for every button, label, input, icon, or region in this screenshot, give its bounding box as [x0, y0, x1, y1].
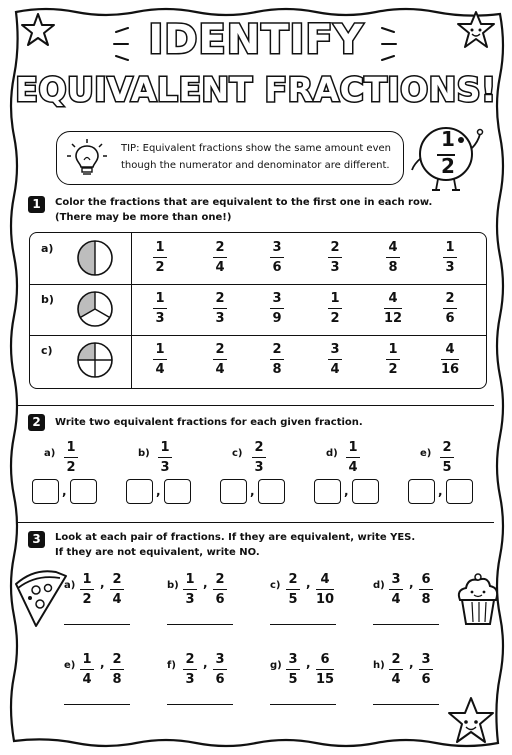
fraction	[175, 572, 205, 607]
fraction-numerator: 2	[288, 572, 298, 587]
fraction	[411, 572, 441, 607]
fraction-denominator: 3	[185, 592, 195, 607]
title-line-1: IDENTIFY	[148, 17, 364, 63]
comma: ,	[409, 576, 414, 590]
fraction	[205, 652, 235, 687]
fraction-denominator: 5	[288, 672, 298, 687]
fraction-denominator: 2	[155, 259, 165, 275]
fraction-numerator: 2	[391, 652, 401, 667]
fraction-bar	[252, 457, 266, 458]
row-label: c)	[41, 343, 53, 357]
fraction-denominator: 15	[315, 672, 335, 687]
fraction	[205, 572, 235, 607]
fraction-bar	[419, 669, 433, 670]
fraction-numerator: 3	[288, 652, 298, 667]
fraction-numerator: 1	[348, 440, 358, 455]
answer-box[interactable]	[220, 479, 247, 504]
mascot-denominator: 2	[441, 154, 455, 178]
fraction-numerator: 1	[82, 652, 92, 667]
fraction-numerator: 1	[155, 239, 165, 255]
fraction-denominator: 5	[288, 592, 298, 607]
fraction-bar	[213, 257, 227, 258]
fraction-numerator: 1	[155, 341, 165, 357]
fraction	[56, 440, 86, 475]
fraction-bar	[213, 359, 227, 360]
fraction-option[interactable]	[262, 240, 292, 275]
fraction-numerator: 4	[320, 572, 330, 587]
fraction	[72, 572, 102, 607]
fraction-bar	[389, 589, 403, 590]
fraction-denominator: 16	[440, 361, 460, 377]
comma: ,	[100, 656, 105, 670]
comma: ,	[344, 484, 349, 498]
fraction-numerator: 1	[66, 440, 76, 455]
fraction-numerator: 6	[320, 652, 330, 667]
title-line-2: EQUIVALENT FRACTIONS!	[15, 70, 497, 109]
fraction-denominator: 6	[445, 310, 455, 326]
fraction-bar	[386, 359, 400, 360]
section-2-instruction: Write two equivalent fractions for each given fraction.	[55, 417, 363, 428]
answer-box[interactable]	[314, 479, 341, 504]
fraction-bar	[213, 308, 227, 309]
fraction	[72, 652, 102, 687]
comma: ,	[306, 656, 311, 670]
comma: ,	[203, 576, 208, 590]
fraction-denominator: 3	[445, 259, 455, 275]
fraction	[102, 652, 132, 687]
fraction-numerator: 2	[254, 440, 264, 455]
section-3-instruction-line-1: Look at each pair of fractions. If they are equivalent, write YES.	[55, 532, 416, 543]
fraction-denominator: 12	[383, 310, 403, 326]
fraction-bar	[441, 359, 459, 360]
fraction-bar	[270, 257, 284, 258]
fraction	[278, 572, 308, 607]
fraction-option[interactable]	[435, 291, 465, 326]
fraction-denominator: 4	[82, 672, 92, 687]
fraction-option[interactable]	[145, 240, 175, 275]
section-3-instruction	[55, 530, 475, 560]
fraction-bar	[443, 257, 457, 258]
fraction-denominator: 4	[215, 259, 225, 275]
fraction-bar	[64, 457, 78, 458]
answer-box[interactable]	[258, 479, 285, 504]
fraction-denominator: 8	[272, 361, 282, 377]
fraction-numerator: 1	[155, 290, 165, 306]
star-icon	[446, 696, 496, 746]
fraction	[411, 652, 441, 687]
fraction-denominator: 6	[421, 672, 431, 687]
fraction-bar	[419, 589, 433, 590]
item-label: c)	[232, 448, 243, 459]
fraction-denominator: 9	[272, 310, 282, 326]
fraction-numerator: 2	[215, 290, 225, 306]
fraction-bar	[286, 589, 300, 590]
fraction-numerator: 2	[185, 652, 195, 667]
tip-text: TIP: Equivalent fractions show the same amount even though the numerator and denominator are different.	[121, 143, 391, 171]
fraction-bar	[183, 669, 197, 670]
fraction-numerator: 1	[185, 572, 195, 587]
fraction-option[interactable]	[145, 291, 175, 326]
fraction-denominator: 3	[254, 460, 264, 475]
comma: ,	[250, 484, 255, 498]
row-label: b)	[41, 292, 54, 306]
pair-label: c)	[270, 580, 281, 591]
fraction-denominator: 4	[391, 592, 401, 607]
fraction-denominator: 2	[388, 361, 398, 377]
answer-box[interactable]	[164, 479, 191, 504]
fraction-numerator: 2	[330, 239, 340, 255]
pair-label: b)	[167, 580, 179, 591]
fraction-numerator: 2	[215, 239, 225, 255]
fraction-denominator: 2	[330, 310, 340, 326]
fraction-numerator: 1	[388, 341, 398, 357]
fraction-bar	[110, 669, 124, 670]
section-1-instruction	[55, 195, 475, 225]
fraction-denominator: 3	[215, 310, 225, 326]
comma: ,	[438, 484, 443, 498]
fraction-denominator: 8	[421, 592, 431, 607]
fraction-bar	[110, 589, 124, 590]
fraction-numerator: 1	[330, 290, 340, 306]
title-block	[0, 18, 512, 110]
fraction-bar	[328, 359, 342, 360]
pair-label: d)	[373, 580, 385, 591]
fraction-denominator: 6	[272, 259, 282, 275]
pair-label: g)	[270, 660, 282, 671]
fraction-denominator: 6	[215, 672, 225, 687]
fraction-denominator: 3	[330, 259, 340, 275]
answer-line[interactable]	[270, 624, 336, 625]
fraction-denominator: 4	[330, 361, 340, 377]
fraction-numerator: 3	[272, 239, 282, 255]
fraction-numerator: 1	[82, 572, 92, 587]
fraction	[278, 652, 308, 687]
answer-line[interactable]	[64, 624, 130, 625]
fraction	[102, 572, 132, 607]
lightbulb-icon	[65, 138, 109, 178]
fraction	[432, 440, 462, 475]
comma: ,	[409, 656, 414, 670]
comma: ,	[306, 576, 311, 590]
fraction-denominator: 4	[215, 361, 225, 377]
tip-box	[56, 131, 404, 185]
fraction-denominator: 6	[215, 592, 225, 607]
fraction-numerator: 4	[445, 341, 455, 357]
fraction	[338, 440, 368, 475]
fraction-numerator: 2	[112, 652, 122, 667]
fraction-option[interactable]	[262, 291, 292, 326]
fraction-bar	[386, 257, 400, 258]
fraction-denominator: 3	[185, 672, 195, 687]
fraction-bar	[384, 308, 402, 309]
fraction-numerator: 1	[445, 239, 455, 255]
item-label: b)	[138, 448, 150, 459]
answer-line[interactable]	[167, 624, 233, 625]
mascot-numerator: 1	[441, 127, 455, 151]
divider	[18, 405, 494, 406]
answer-box[interactable]	[446, 479, 473, 504]
pie-circle-icon	[76, 290, 114, 328]
fraction-denominator: 10	[315, 592, 335, 607]
fraction-denominator: 3	[155, 310, 165, 326]
answer-box[interactable]	[32, 479, 59, 504]
item-label: a)	[44, 448, 56, 459]
fraction-bar	[286, 669, 300, 670]
comma: ,	[203, 656, 208, 670]
answer-line[interactable]	[64, 704, 130, 705]
answer-line[interactable]	[270, 704, 336, 705]
answer-box[interactable]	[408, 479, 435, 504]
fraction-bar	[153, 308, 167, 309]
pie-circle-icon	[76, 239, 114, 277]
fraction-bar	[153, 359, 167, 360]
fraction-bar	[346, 457, 360, 458]
fraction-option[interactable]	[435, 342, 465, 377]
item-label: d)	[326, 448, 338, 459]
cupcake-icon	[452, 572, 502, 628]
fraction-option[interactable]	[320, 240, 350, 275]
section-1-instruction-line: Color the fractions that are equivalent to the first one in each row.	[55, 197, 433, 208]
pizza-icon	[12, 568, 70, 630]
fraction-bar	[443, 308, 457, 309]
fraction-bar	[213, 589, 227, 590]
fraction-bar	[213, 669, 227, 670]
fraction	[310, 572, 340, 607]
fraction-denominator: 4	[348, 460, 358, 475]
fraction-option[interactable]	[378, 240, 408, 275]
fraction-option[interactable]	[378, 291, 408, 326]
fraction-bar	[158, 457, 172, 458]
fraction-denominator: 4	[391, 672, 401, 687]
fraction-option[interactable]	[205, 342, 235, 377]
comma: ,	[62, 484, 67, 498]
fraction-numerator: 2	[272, 341, 282, 357]
fraction-numerator: 2	[112, 572, 122, 587]
answer-box[interactable]	[126, 479, 153, 504]
fraction-denominator: 3	[160, 460, 170, 475]
fraction-numerator: 4	[388, 290, 398, 306]
fraction-denominator: 2	[82, 592, 92, 607]
pie-circle-icon	[76, 341, 114, 379]
fraction-option[interactable]	[435, 240, 465, 275]
comma: ,	[156, 484, 161, 498]
fraction-option[interactable]	[205, 240, 235, 275]
fraction-bar	[316, 589, 334, 590]
fraction-numerator: 3	[272, 290, 282, 306]
fraction-denominator: 8	[388, 259, 398, 275]
section-3-instruction-line-2: If they are not equivalent, write NO.	[55, 547, 260, 558]
answer-line[interactable]	[373, 624, 439, 625]
section-3-badge: 3	[28, 531, 45, 548]
fraction-bar	[316, 669, 334, 670]
fraction-option[interactable]	[262, 342, 292, 377]
fraction-denominator: 5	[442, 460, 452, 475]
fraction	[381, 652, 411, 687]
fraction-bar	[440, 457, 454, 458]
fraction-numerator: 1	[160, 440, 170, 455]
fraction-bar	[328, 257, 342, 258]
fraction-bar	[153, 257, 167, 258]
fraction-numerator: 3	[421, 652, 431, 667]
fraction-denominator: 8	[112, 672, 122, 687]
pair-label: h)	[373, 660, 385, 671]
row-label: a)	[41, 241, 54, 255]
fraction-bar	[80, 589, 94, 590]
pair-label: e)	[64, 660, 76, 671]
answer-box[interactable]	[70, 479, 97, 504]
fraction-denominator: 4	[155, 361, 165, 377]
answer-line[interactable]	[167, 704, 233, 705]
fraction-numerator: 2	[442, 440, 452, 455]
answer-box[interactable]	[352, 479, 379, 504]
fraction-denominator: 2	[66, 460, 76, 475]
comma: ,	[100, 576, 105, 590]
fraction-option[interactable]	[320, 291, 350, 326]
section-1-badge: 1	[28, 196, 45, 213]
fraction-bar	[389, 669, 403, 670]
fraction-numerator: 2	[215, 341, 225, 357]
fraction-option[interactable]	[378, 342, 408, 377]
fraction-numerator: 2	[445, 290, 455, 306]
fraction-bar	[80, 669, 94, 670]
fraction-bar	[270, 308, 284, 309]
fraction-bar	[328, 308, 342, 309]
section-2-badge: 2	[28, 414, 45, 431]
pair-label: a)	[64, 580, 76, 591]
fraction-numerator: 6	[421, 572, 431, 587]
pair-label: f)	[167, 660, 176, 671]
divider	[18, 522, 494, 523]
fraction-bar	[270, 359, 284, 360]
fraction-option[interactable]	[320, 342, 350, 377]
fraction	[244, 440, 274, 475]
fraction-numerator: 3	[391, 572, 401, 587]
fraction-numerator: 3	[215, 652, 225, 667]
fraction	[150, 440, 180, 475]
fraction	[310, 652, 340, 687]
fraction	[175, 652, 205, 687]
answer-line[interactable]	[373, 704, 439, 705]
fraction-numerator: 4	[388, 239, 398, 255]
fraction-numerator: 3	[330, 341, 340, 357]
fraction-option[interactable]	[145, 342, 175, 377]
fraction-numerator: 2	[215, 572, 225, 587]
fraction	[381, 572, 411, 607]
item-label: e)	[420, 448, 432, 459]
fraction-option[interactable]	[205, 291, 235, 326]
fraction-bar	[183, 589, 197, 590]
section-1-instruction-note: (There may be more than one!)	[55, 212, 232, 223]
fraction-denominator: 4	[112, 592, 122, 607]
